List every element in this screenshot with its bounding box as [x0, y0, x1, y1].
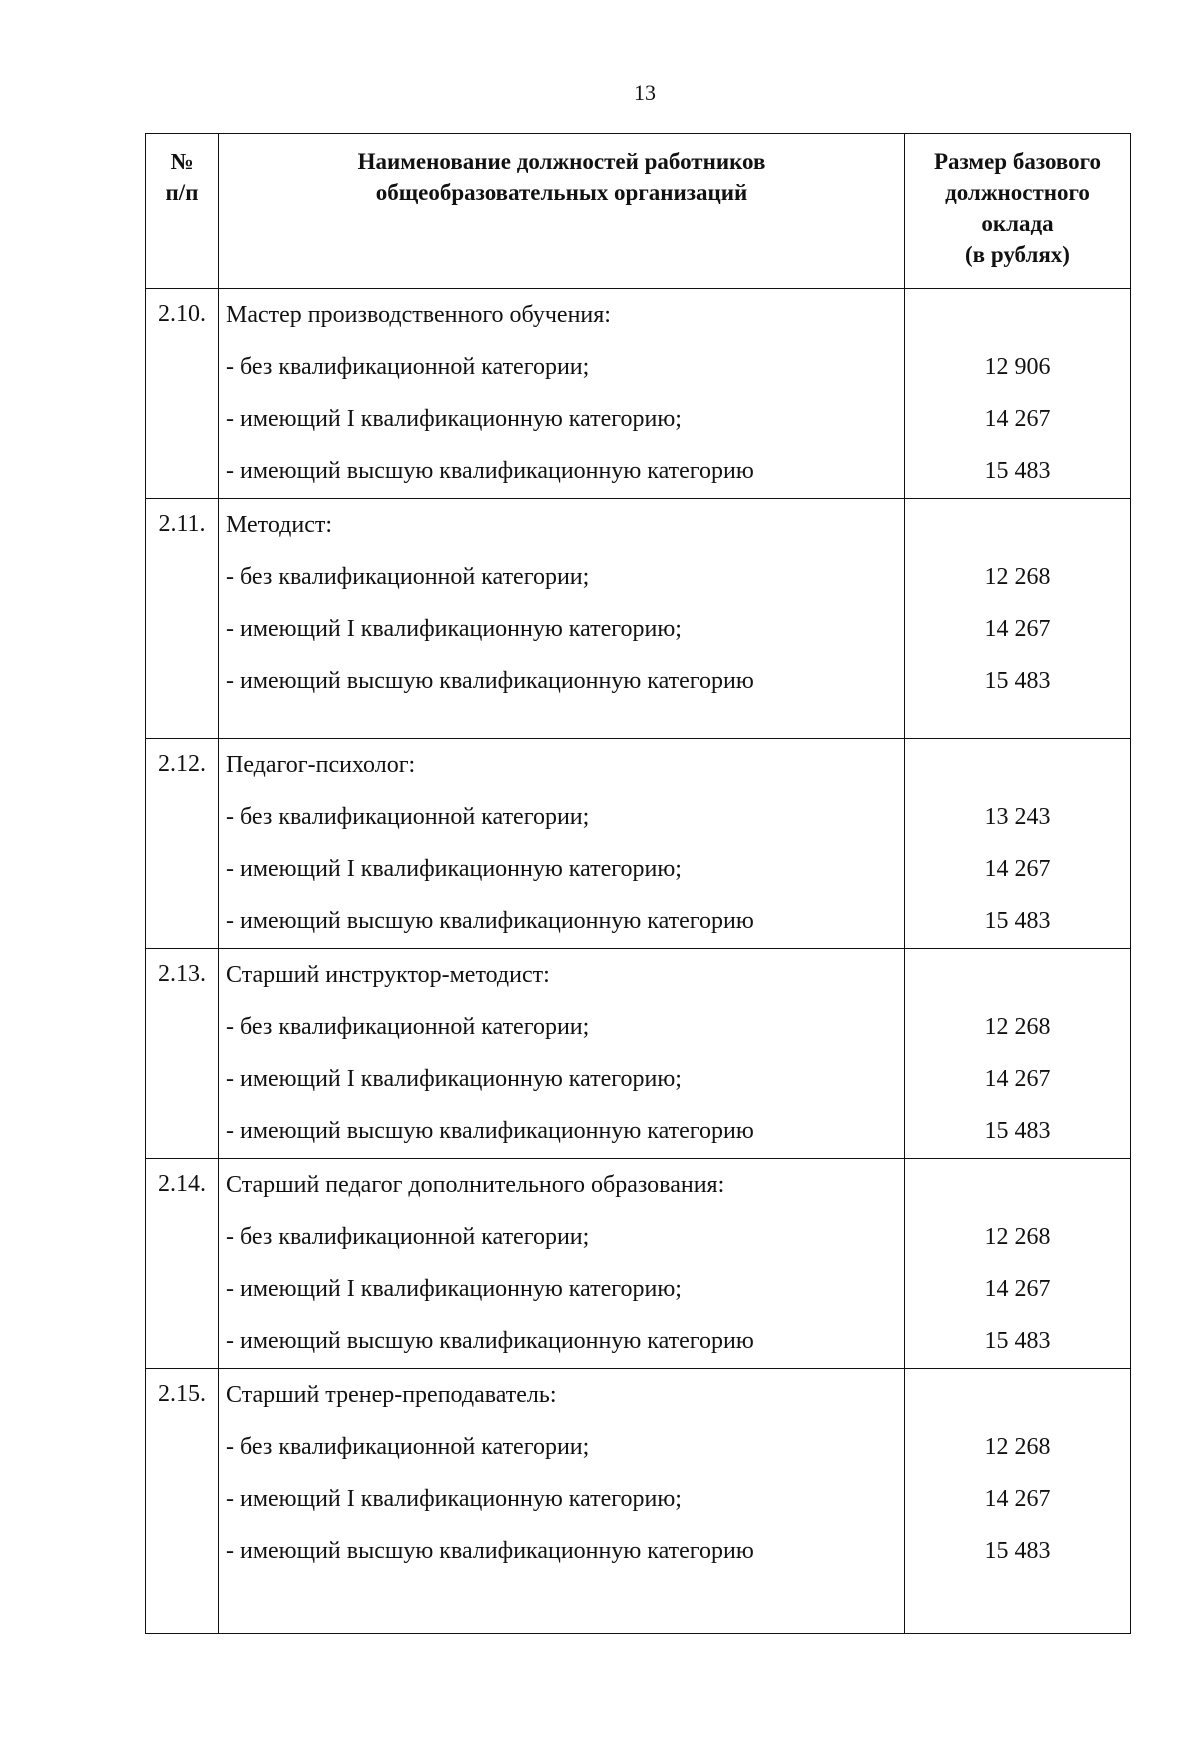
salary-value: 13 243 — [984, 804, 1051, 830]
category-label: - имеющий I квалификационную категорию; — [226, 616, 682, 642]
salary-cell — [905, 289, 1131, 499]
salary-spacer — [905, 289, 1130, 341]
salary-cell — [905, 949, 1131, 1159]
category-label: - без квалификационной категории; — [226, 1434, 590, 1460]
category-label: - имеющий высшую квалификационную категорию — [226, 1538, 754, 1564]
category-label: - без квалификационной категории; — [226, 1224, 590, 1250]
category-label: - имеющий высшую квалификационную категорию — [226, 1118, 754, 1144]
category-label: - имеющий I квалификационную категорию; — [226, 1066, 682, 1092]
position-title: Мастер производственного обучения: — [226, 302, 611, 328]
salary-cell — [905, 739, 1131, 949]
position-cell — [219, 1369, 905, 1634]
category-label: - имеющий I квалификационную категорию; — [226, 406, 682, 432]
salary-value: 12 268 — [984, 1224, 1051, 1250]
salary-value: 14 267 — [984, 1486, 1051, 1512]
header-position-name — [219, 134, 905, 289]
salary-cell — [905, 499, 1131, 739]
position-cell — [219, 739, 905, 949]
salary-value: 15 483 — [984, 1328, 1051, 1354]
salary-value: 15 483 — [984, 668, 1051, 694]
salary-spacer — [905, 1159, 1130, 1211]
position-title: Старший педагог дополнительного образования: — [226, 1172, 725, 1198]
salary-value: 15 483 — [984, 1118, 1051, 1144]
row-number: 2.13. — [146, 949, 219, 1159]
salary-table — [145, 133, 1131, 1634]
salary-spacer — [905, 949, 1130, 1001]
category-label: - без квалификационной категории; — [226, 1014, 590, 1040]
salary-value: 12 906 — [984, 354, 1051, 380]
header-salary-line: должностного — [945, 180, 1090, 205]
category-label: - имеющий высшую квалификационную категорию — [226, 668, 754, 694]
salary-spacer — [905, 1369, 1130, 1421]
header-salary — [905, 134, 1131, 289]
salary-value: 14 267 — [984, 856, 1051, 882]
category-label: - имеющий I квалификационную категорию; — [226, 1276, 682, 1302]
table-row — [146, 739, 1131, 949]
salary-spacer — [905, 739, 1130, 791]
header-position-line: общеобразовательных организаций — [375, 180, 748, 205]
header-salary-line: оклада — [981, 211, 1054, 236]
header-number-line: № — [170, 149, 194, 174]
row-number: 2.11. — [146, 499, 219, 739]
header-number — [146, 134, 219, 289]
salary-value: 14 267 — [984, 1276, 1051, 1302]
header-row — [146, 134, 1131, 289]
salary-value: 15 483 — [984, 1538, 1051, 1564]
position-cell — [219, 499, 905, 739]
salary-value: 14 267 — [984, 616, 1051, 642]
category-label: - имеющий высшую квалификационную категорию — [226, 458, 754, 484]
category-label: - без квалификационной категории; — [226, 564, 590, 590]
category-label: - без квалификационной категории; — [226, 354, 590, 380]
salary-value: 15 483 — [984, 908, 1051, 934]
position-cell — [219, 289, 905, 499]
page-number: 13 — [634, 80, 656, 105]
category-label: - имеющий высшую квалификационную категорию — [226, 908, 754, 934]
position-cell — [219, 1159, 905, 1369]
category-label: - без квалификационной категории; — [226, 804, 590, 830]
position-title: Старший инструктор-методист: — [226, 962, 550, 988]
salary-cell — [905, 1159, 1131, 1369]
table-row — [146, 1369, 1131, 1634]
salary-value: 14 267 — [984, 406, 1051, 432]
position-title: Старший тренер-преподаватель: — [226, 1382, 557, 1408]
category-label: - имеющий I квалификационную категорию; — [226, 1486, 682, 1512]
position-title: Педагог-психолог: — [226, 752, 416, 778]
header-salary-line: (в рублях) — [965, 242, 1070, 267]
salary-value: 15 483 — [984, 458, 1051, 484]
header-salary-line: Размер базового — [933, 149, 1102, 174]
row-number: 2.14. — [146, 1159, 219, 1369]
salary-spacer — [905, 499, 1130, 551]
row-number: 2.10. — [146, 289, 219, 499]
category-label: - имеющий высшую квалификационную категорию — [226, 1328, 754, 1354]
header-position-line: Наименование должностей работников — [357, 149, 766, 174]
salary-value: 12 268 — [984, 1434, 1051, 1460]
table-row — [146, 289, 1131, 499]
row-number: 2.12. — [146, 739, 219, 949]
header-number-line: п/п — [165, 180, 199, 205]
salary-value: 14 267 — [984, 1066, 1051, 1092]
position-title: Методист: — [226, 512, 333, 538]
category-label: - имеющий I квалификационную категорию; — [226, 856, 682, 882]
salary-value: 12 268 — [984, 1014, 1051, 1040]
table-row — [146, 1159, 1131, 1369]
table-row — [146, 499, 1131, 739]
salary-value: 12 268 — [984, 564, 1051, 590]
salary-cell — [905, 1369, 1131, 1634]
row-number: 2.15. — [146, 1369, 219, 1634]
table-row — [146, 949, 1131, 1159]
position-cell — [219, 949, 905, 1159]
